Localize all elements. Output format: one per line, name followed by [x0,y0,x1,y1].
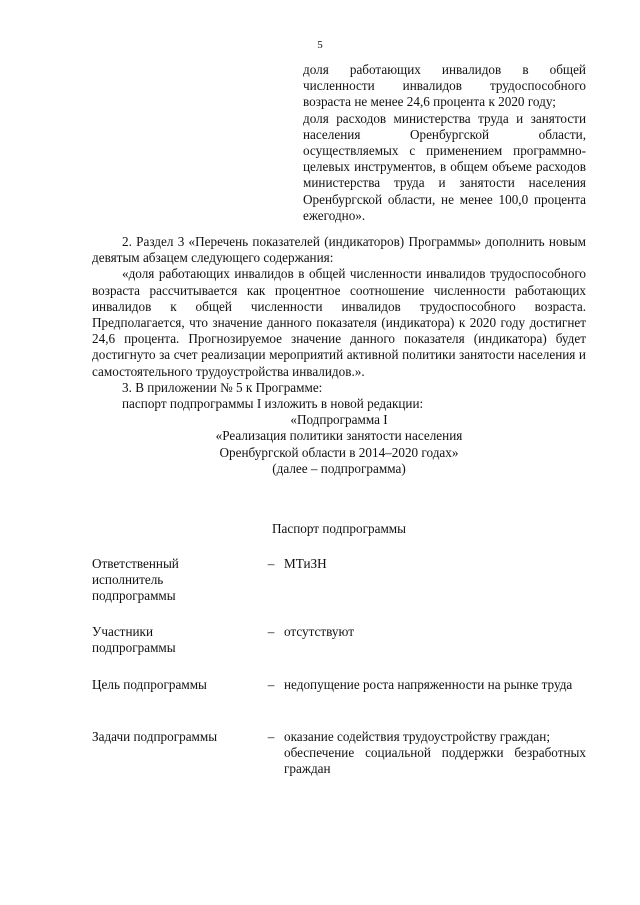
passport-row-value [284,556,586,605]
passport-row-label: Ответственный исполнитель подпрограммы [92,556,179,604]
passport-row-dash: – [267,556,275,571]
page-number: 5 [317,39,323,51]
passport-value-line: оказание содействия трудоустройству граждан; [284,729,550,744]
paragraph-item2-quote: «доля работающих инвалидов в общей численности инвалидов трудоспособного возраста рассчитывается как процентное соотношение численности работающих инвалидов к общей численности инвалидов трудоспособного возраста. Предполагается, что значение данного показателя (индикатора) к 2020 году достигнет 24,6 процента. Прогнозируемое значение данного показателя (индикатора) будет достигнуто за счет реализации мероприятий активной политики занятости населения и самостоятельного трудоустройства инвалидов.». [92,266,586,379]
passport-value-line: МТиЗН [284,556,327,571]
passport-row-label: Цель подпрограммы [92,677,207,692]
paragraph-item2: 2. Раздел 3 «Перечень показателей (индикаторов) Программы» дополнить новым девятым абзацем следующего содержания: [92,234,586,266]
indicator-item: доля работающих инвалидов в общей численности инвалидов трудоспособного возраста не менее 24,6 процента к 2020 году; [303,62,586,110]
subprogram-title: «Подпрограмма I [290,412,388,428]
body-text [92,234,586,477]
subprogram-name-line2: Оренбургской области в 2014–2020 годах» [219,444,459,460]
passport-value-line: отсутствуют [284,624,354,639]
passport-row [92,556,586,605]
paragraph-item3: 3. В приложении № 5 к Программе: [122,379,323,395]
passport-row-dash: – [267,729,275,744]
passport-row-value [284,729,586,778]
passport-row [92,677,586,693]
passport-row-value [284,624,586,656]
passport-row-label: Задачи подпрограммы [92,729,218,744]
indicators-block [303,62,586,224]
passport-value-line: обеспечение социальной поддержки безработных граждан [284,745,586,777]
passport-row [92,624,586,656]
passport-value-line: недопущение роста напряженности на рынке труда [284,677,573,692]
passport-row-dash: – [267,677,275,692]
passport-title: Паспорт подпрограммы [272,521,406,536]
passport-row-value [284,677,586,693]
passport-row-dash: – [267,624,275,639]
paragraph-item3-sub: паспорт подпрограммы I изложить в новой редакции: [122,396,424,412]
passport-row-label: Участники подпрограммы [92,624,176,656]
indicator-item: доля расходов министерства труда и занятости населения Оренбургской области, осуществляемых с применением программно-целевых инструментов, в общем объеме расходов министерства труда и занятости населения Оренбургской области, не менее 100,0 процента ежегодно». [303,110,586,223]
passport-row [92,729,586,778]
subprogram-name-line1: «Реализация политики занятости населения [215,428,463,444]
subprogram-note: (далее – подпрограмма) [272,460,406,476]
